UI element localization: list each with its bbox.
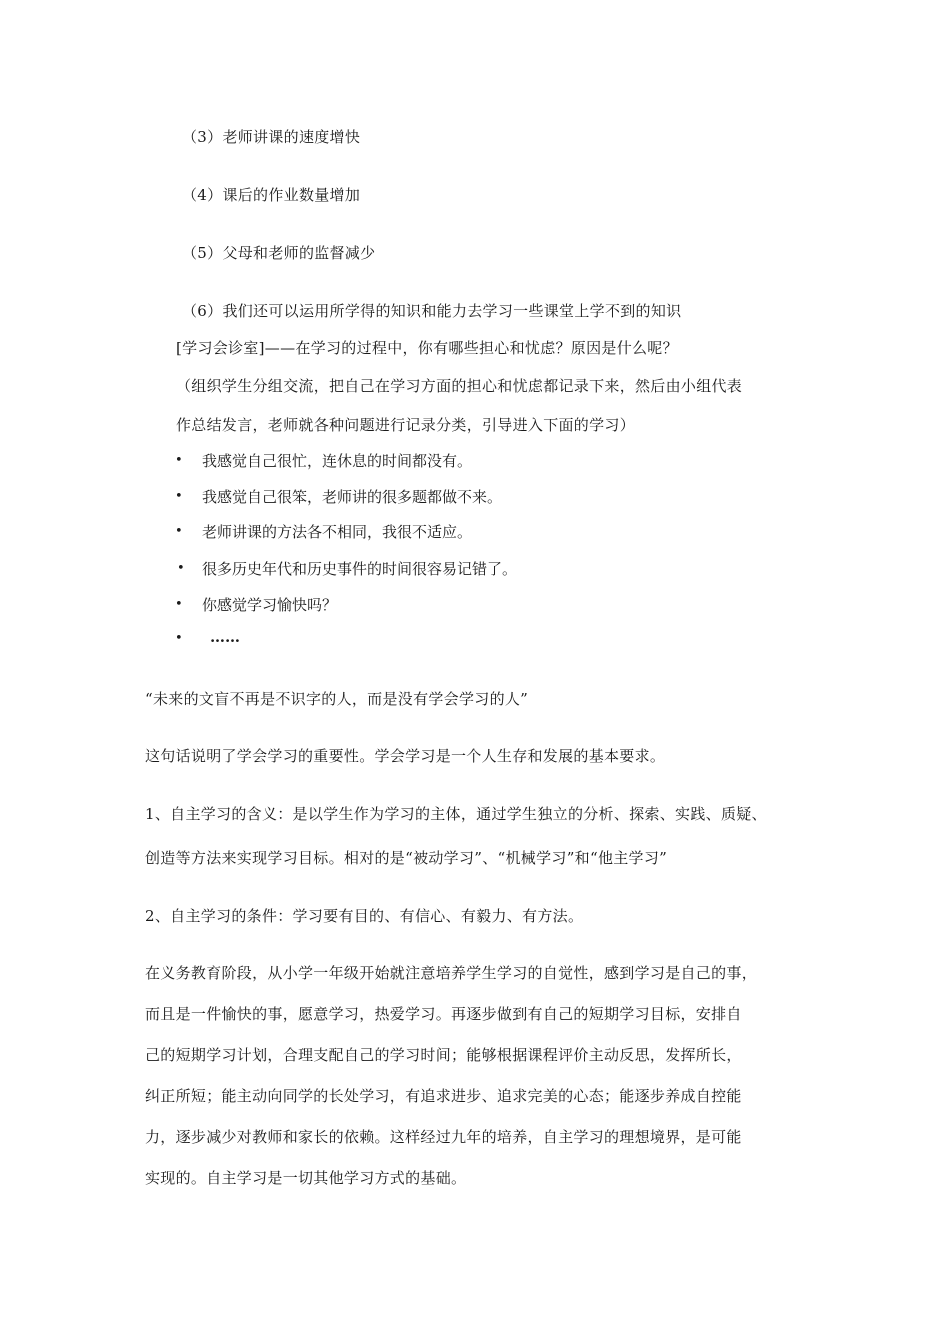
quote-explanation: 这句话说明了学会学习的重要性。学会学习是一个人生存和发展的基本要求。 xyxy=(145,747,666,765)
definition-line-1: 1、自主学习的含义：是以学生作为学习的主体，通过学生独立的分析、探索、实践、质疑、 xyxy=(145,805,767,823)
bullet-symbol: • xyxy=(175,597,183,612)
bullet-item: 我感觉自己很笨，老师讲的很多题都做不来。 xyxy=(202,488,503,506)
numbered-item-4: （4）课后的作业数量增加 xyxy=(182,186,361,204)
bullet-symbol: • xyxy=(175,489,183,504)
paragraph-line: 实现的。自主学习是一切其他学习方式的基础。 xyxy=(145,1169,467,1187)
numbered-item-6: （6）我们还可以运用所学得的知识和能力去学习一些课堂上学不到的知识 xyxy=(182,302,682,320)
bullet-item: 老师讲课的方法各不相同，我很不适应。 xyxy=(202,523,473,541)
clinic-note-line-1: （组织学生分组交流，把自己在学习方面的担心和忧虑都记录下来，然后由小组代表 xyxy=(176,377,743,395)
bullet-item: 我感觉自己很忙，连休息的时间都没有。 xyxy=(202,452,473,470)
bullet-symbol: • xyxy=(175,453,183,468)
paragraph-line: 己的短期学习计划，合理支配自己的学习时间；能够根据课程评价主动反思，发挥所长， xyxy=(145,1046,742,1064)
bullet-symbol: • xyxy=(175,631,183,646)
clinic-note-line-2: 作总结发言，老师就各种问题进行记录分类，引导进入下面的学习） xyxy=(176,416,636,434)
definition-line-2: 创造等方法来实现学习目标。相对的是“被动学习”、“机械学习”和“他主学习” xyxy=(145,849,668,867)
paragraph-line: 力，逐步减少对教师和家长的依赖。这样经过九年的培养，自主学习的理想境界，是可能 xyxy=(145,1128,742,1146)
clinic-heading: [学习会诊室]——在学习的过程中，你有哪些担心和忧虑？原因是什么呢？ xyxy=(176,339,678,357)
conditions: 2、自主学习的条件：学习要有目的、有信心、有毅力、有方法。 xyxy=(145,907,584,925)
numbered-item-5: （5）父母和老师的监督减少 xyxy=(182,244,376,262)
quote: “未来的文盲不再是不识字的人，而是没有学会学习的人” xyxy=(145,690,529,708)
bullet-symbol: • xyxy=(175,524,183,539)
paragraph-line: 在义务教育阶段，从小学一年级开始就注意培养学生学习的自觉性，感到学习是自己的事， xyxy=(145,964,758,982)
paragraph-line: 而且是一件愉快的事，愿意学习，热爱学习。再逐步做到有自己的短期学习目标，安排自 xyxy=(145,1005,742,1023)
paragraph-line: 纠正所短；能主动向同学的长处学习，有追求进步、追求完美的心态；能逐步养成自控能 xyxy=(145,1087,742,1105)
bullet-item: 很多历史年代和历史事件的时间很容易记错了。 xyxy=(202,560,518,578)
bullet-item: 你感觉学习愉快吗？ xyxy=(202,596,338,614)
bullet-symbol: • xyxy=(177,561,185,576)
numbered-item-3: （3）老师讲课的速度增快 xyxy=(182,128,361,146)
bullet-item: …… xyxy=(210,628,240,646)
